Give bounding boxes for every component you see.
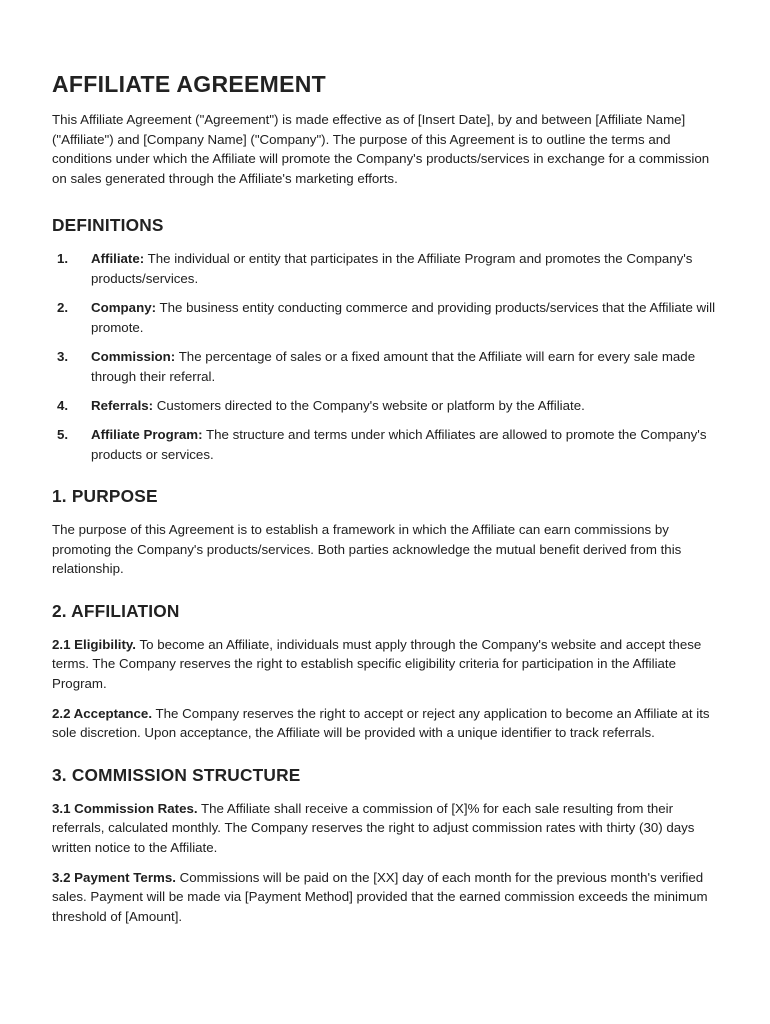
definition-text: The percentage of sales or a fixed amount that the Affiliate will earn for every sale made through their referral.	[91, 348, 696, 384]
definition-number: 3.	[57, 348, 69, 364]
clause-title: 3.1 Commission Rates.	[52, 800, 198, 816]
definition-text: Customers directed to the Company's website or platform by the Affiliate.	[153, 397, 585, 413]
clause-paragraph	[52, 635, 718, 694]
commission-heading: 3. COMMISSION STRUCTURE	[52, 764, 301, 785]
clause-text: The Affiliate shall receive a commission of [X]% for each sale resulting from their referrals, calculated monthly. The Company reserves the right to adjust commission rates with thirty (30) days written notice to the Affiliate.	[52, 800, 695, 856]
clause-text: Commissions will be paid on the [XX] day of each month for the previous month's verified sales. Payment will be made via [Payment Method] provided that the earned commission exceeds the minimum threshold of [Amount].	[52, 869, 708, 924]
clause-text: The Company reserves the right to accept or reject any application to become an Affiliate at its sole discretion. Upon acceptance, the Affiliate will be provided with a unique identifier to track referrals.	[52, 705, 710, 741]
definitions-heading: DEFINITIONS	[52, 215, 164, 236]
definition-item	[52, 425, 718, 464]
definition-text: The individual or entity that participates in the Affiliate Program and promotes the Company's products/services.	[91, 251, 693, 286]
definition-term: Commission:	[91, 348, 176, 364]
definition-term: Referrals:	[91, 397, 154, 413]
definition-number: 5.	[57, 426, 69, 442]
affiliation-section	[52, 600, 718, 743]
clause-title: 2.1 Eligibility.	[52, 636, 136, 652]
purpose-paragraph: The purpose of this Agreement is to establish a framework in which the Affiliate can earn commissions by promoting the Company's products/services. Both parties acknowledge the mutual benefit derived from this relationship.	[52, 522, 682, 577]
clause-paragraph	[52, 704, 718, 743]
definition-item	[52, 347, 718, 386]
definitions-section	[52, 214, 718, 464]
definition-term: Company:	[91, 300, 157, 316]
purpose-heading: 1. PURPOSE	[52, 486, 158, 507]
definition-item	[52, 396, 718, 416]
definition-item	[52, 298, 718, 337]
definition-term: Affiliate Program:	[91, 426, 203, 442]
clause-paragraph	[52, 799, 718, 858]
definition-number: 2.	[57, 300, 69, 316]
clause-title: 2.2 Acceptance.	[52, 705, 153, 721]
definition-number: 4.	[57, 397, 69, 413]
commission-section	[52, 764, 718, 927]
definition-number: 1.	[57, 251, 69, 267]
definition-term: Affiliate:	[91, 251, 145, 267]
clause-text: To become an Affiliate, individuals must apply through the Company's website and accept these terms. The Company reserves the right to establish specific eligibility criteria for participation in the Affiliate Program.	[52, 636, 702, 692]
document-title: AFFILIATE AGREEMENT	[52, 71, 327, 97]
clause-title: 3.2 Payment Terms.	[52, 869, 176, 885]
intro-paragraph: This Affiliate Agreement ("Agreement") is made effective as of [Insert Date], by and between [Affiliate Name] ("Affiliate") and [Company Name] ("Company"). The purpose of this Agreement is to outline the terms and conditions under which the Affiliate will promote the Company's products/services in exchange for a commission on sales generated through the Affiliate's marketing efforts.	[52, 112, 710, 186]
definitions-list	[52, 249, 718, 464]
definition-text: The business entity conducting commerce and providing products/services that the Affiliate will promote.	[91, 300, 716, 335]
affiliation-heading: 2. AFFILIATION	[52, 600, 180, 621]
definition-text: The structure and terms under which Affiliates are allowed to promote the Company's products or services.	[91, 426, 707, 462]
clause-paragraph	[52, 868, 718, 927]
definition-item	[52, 249, 718, 288]
purpose-section	[52, 485, 718, 579]
